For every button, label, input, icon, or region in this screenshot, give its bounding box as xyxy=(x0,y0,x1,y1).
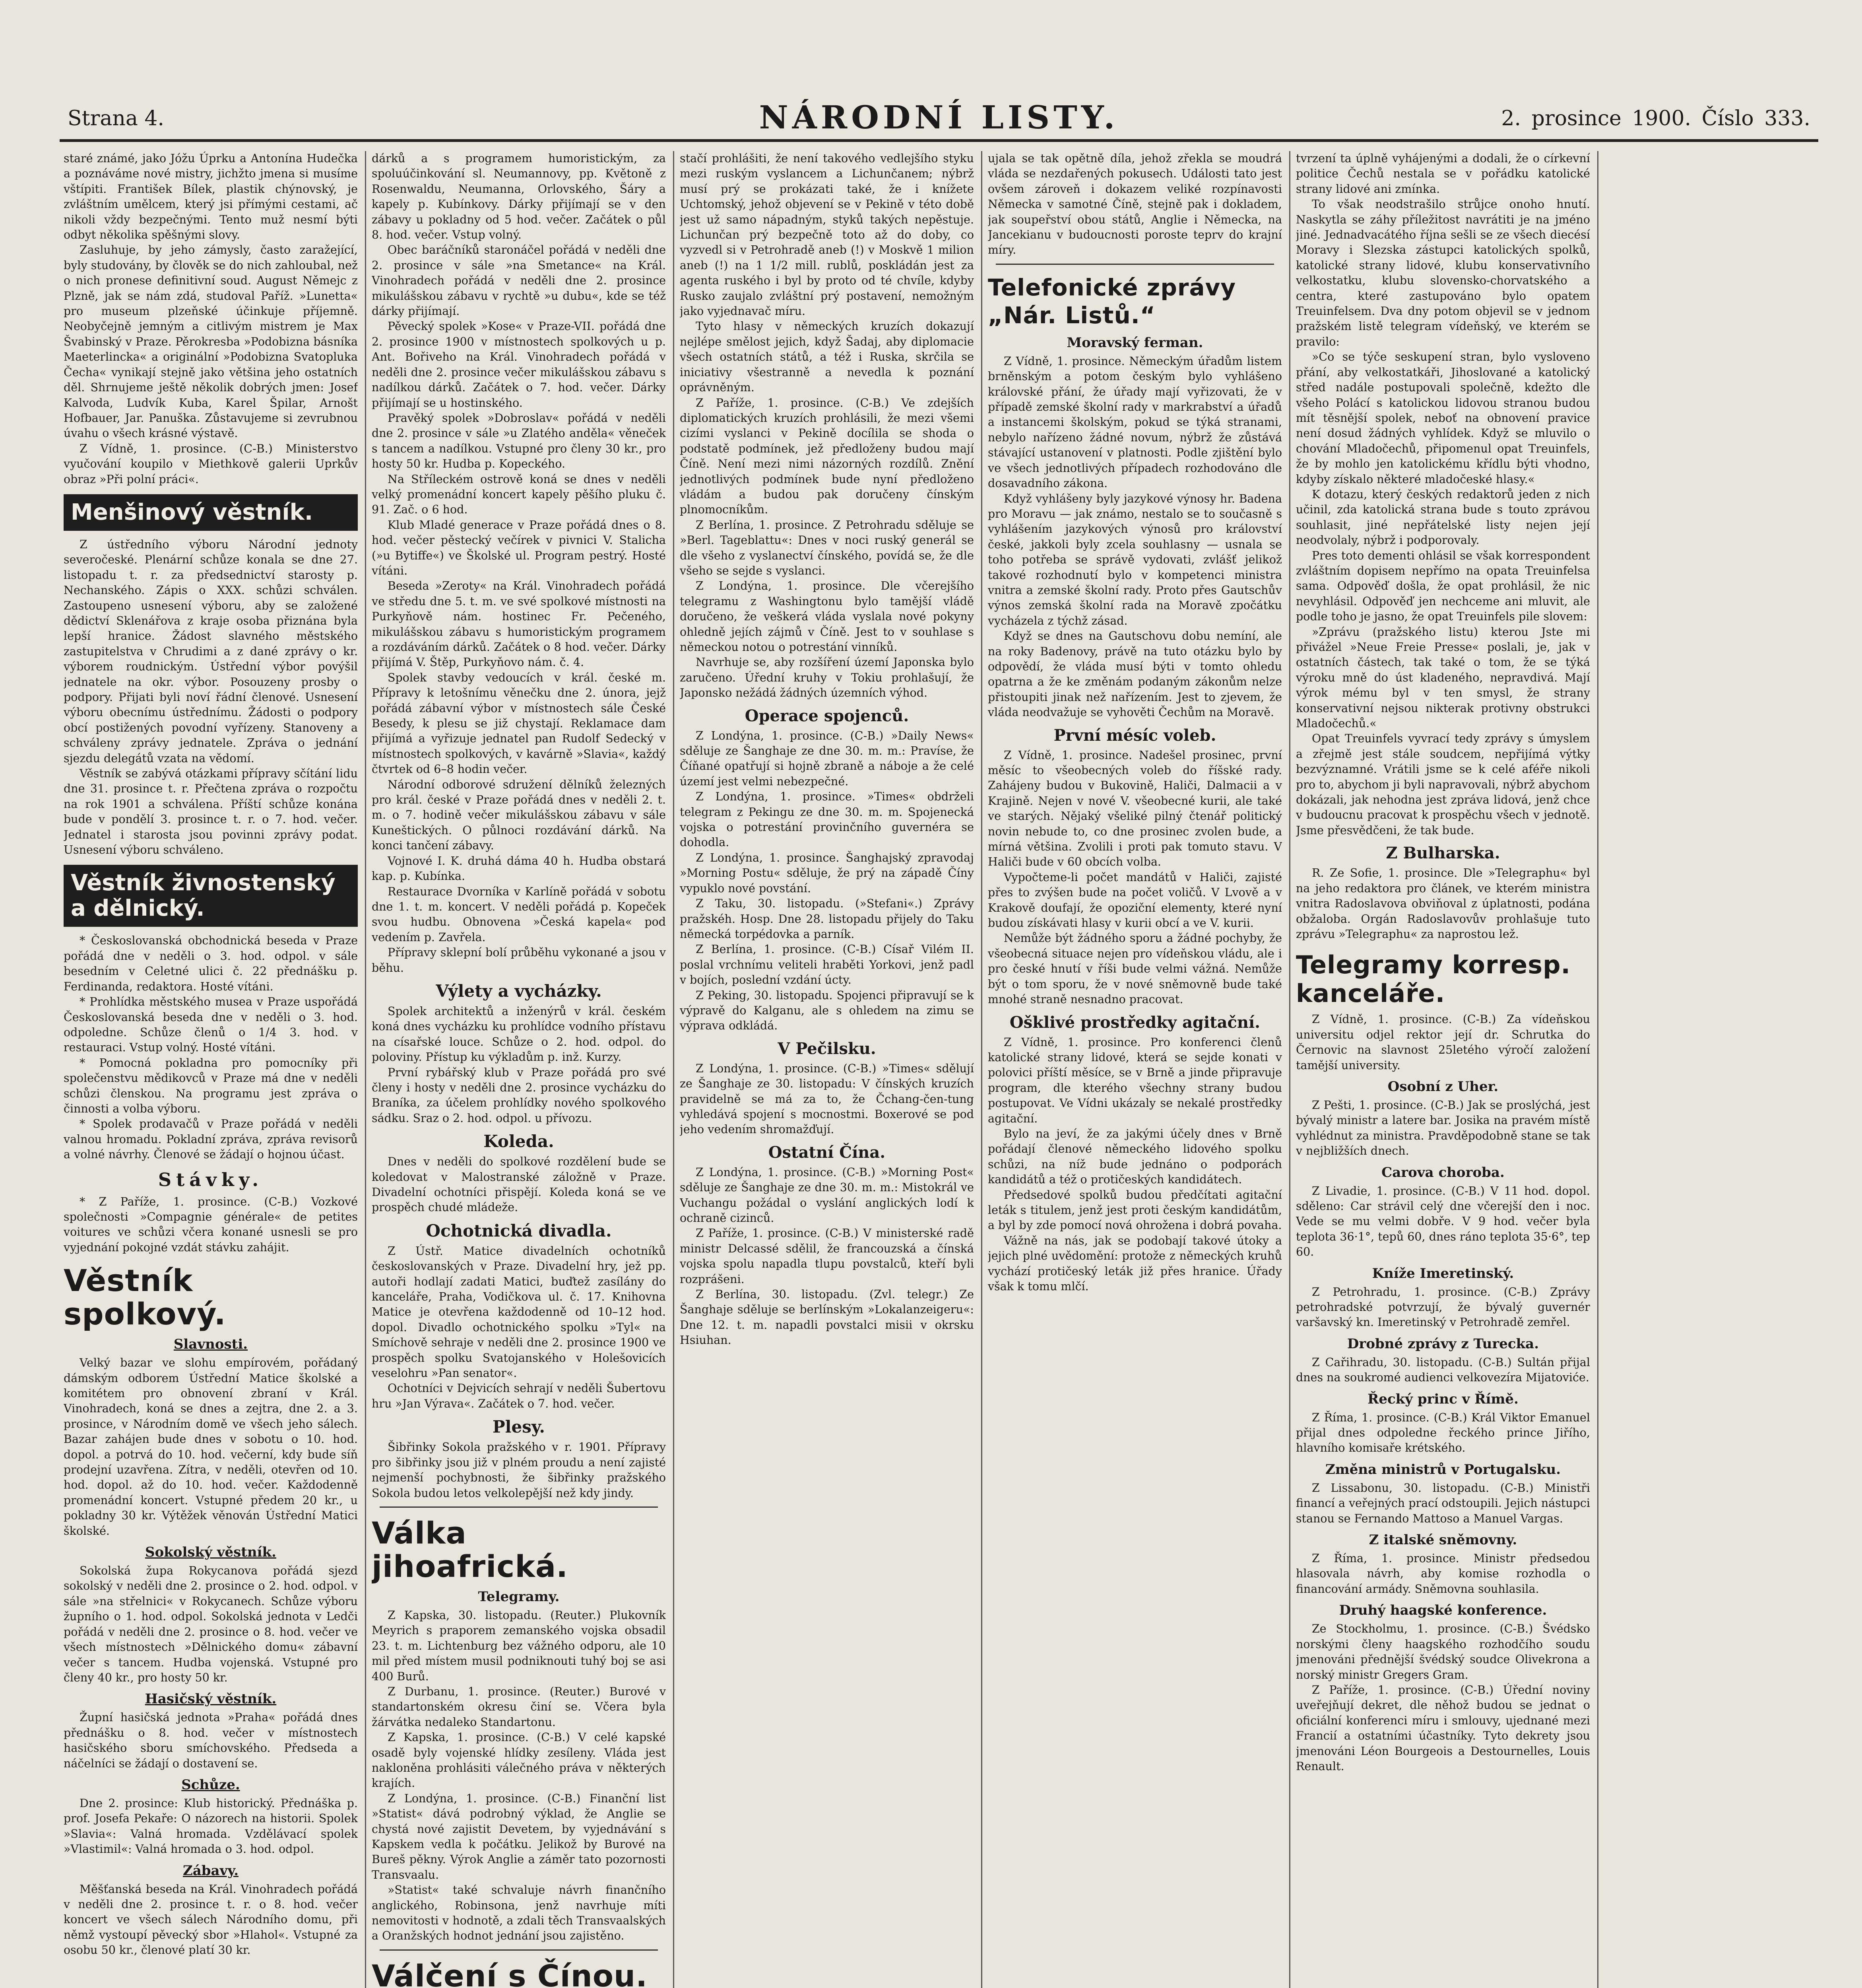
article-text: Z Cařihradu, 30. listopadu. (C-B.) Sultán přijal dnes na soukromé audienci velkovezíra Mijatoviće. xyxy=(1296,1355,1590,1384)
article-text: Vypočteme-li počet mandátů v Haliči, zajisté přes to zvýšen bude na počet voličů. V Lvově a v Krakově doufají, že opoziční elementy, které nyní budou získávati hlasy v kurii obcí a ve V. kurii. xyxy=(988,870,1282,930)
subsection-heading: Osobní z Uher. xyxy=(1387,1078,1499,1095)
section-heading: Koleda. xyxy=(483,1132,554,1151)
article-text: Z Vídně, 1. prosince. Pro konferenci členů katolické strany lidové, která se sejde konati v polovici příští měsíce, se v Brně a jinde připravuje program, dle kterého všechny strany budou postupovat. Ve Vídni ukázaly se nekalé prostředky agitační. xyxy=(988,1035,1282,1125)
subsection-heading: Změna ministrů v Portugalsku. xyxy=(1325,1461,1561,1477)
divider xyxy=(380,1507,658,1508)
section-heading: Válčení s Čínou. xyxy=(372,1958,648,1988)
subsection-heading: Řecký princ v Římě. xyxy=(1367,1391,1519,1407)
column-1 xyxy=(64,151,358,1988)
article-text: »Co se týče seskupení stran, bylo vysloveno přání, aby velkostatkáři, Jihoslované a katolický střed nadále postupovali společně, kdežto dle všeho Polácí s katolickou lidovou stranou budou mít těsnější spolek, neboť na obnovení pravice není dosud žádných vyhlídek. Když se mluvilo o chování Mladočechů, připomenul opat Treuinfels, že by mohlo jen katolickému křídlu býti vhodno, kdyby získalo některé mladočeské hlasy.« xyxy=(1296,350,1590,486)
column-rule xyxy=(981,151,982,1988)
article-text: Dne 2. prosince: Klub historický. Přednáška p. prof. Josefa Pekaře: O názorech na historii. Spolek »Slavia«: Valná hromada. Vzdělávací spolek »Vlastimil«: Valná hromada o 3. hod. odpol. xyxy=(64,1796,358,1856)
article-text: Z Livadie, 1. prosince. (C-B.) V 11 hod. dopol. sděleno: Car strávil celý dne včerejší den i noc. Vede se mu velmi dobře. V 9 hod. večer byla teplota 36·1°, tepů 60, dnes ráno teplota 35·6°, tep 60. xyxy=(1296,1184,1590,1259)
article-text: staré známé, jako Jóžu Úprku a Antonína Hudečka a poznáváme nové mistry, jichžto jmena si musíme vštípiti. František Bílek, plastik chýnovský, je zvláštním umělcem, který jsi přímými cestami, ač nikoli vždy bezpečnými. Tento muž nesmí býti odbyt několika spěšnými slovy. xyxy=(64,152,358,242)
section-heading: Operace spojenců. xyxy=(745,706,909,725)
article-text: Z Berlína, 1. prosince. (C-B.) Císař Vilém II. poslal vrchnímu veliteli hraběti Yorkovi, jenž padl v bojích, poslední vzdání úcty. xyxy=(680,943,974,987)
article-text: Vojnové I. K. druhá dáma 40 h. Hudba obstará kap. p. Kubínka. xyxy=(372,854,666,883)
column-2 xyxy=(372,151,666,1988)
section-heading: Z Bulharska. xyxy=(1386,844,1500,863)
section-heading: Telefonické zprávy „Nár. Listů.“ xyxy=(988,274,1236,329)
column-3 xyxy=(680,151,974,1988)
article-text: Z Londýna, 1. prosince. (C-B.) »Morning Post« sděluje ze Šanghaje ze dne 30. m. m.: Mistokrál ve Vuchangu požádal o vyslání anglických lodí k ochraně cizinců. xyxy=(680,1165,974,1225)
article-text: Pěvecký spolek »Kose« v Praze-VII. pořádá dne 2. prosince 1900 v místnostech spolkových u p. Ant. Bořiveho na Král. Vinohradech pořádá v neděli dne 2. prosince večer mikulášskou zábavu s nadílkou dárků. Začátek o 7. hod. večer. Dárky přijímají se u hostinského. xyxy=(372,320,666,410)
article-text: stačí prohlášiti, že není takového vedlejšího styku mezi ruským vyslancem a Lichunčanem; nýbrž musí prý se prokázati také, že i knížete Uchtomský, jehož objevení se v Pekině v této době jest už samo nápadným, styků takých nepěstuje. Lichunčan prý bezpečně toto až do doby, co vyzvedl si v Petrohradě aneb (!) v Moskvě 1 milion aneb (!) na 1 1/2 mill. rublů, poskládán jest za agenta ruského i byl by proto od té chvíle, kdyby Rusko zaujalo zvláštní prý postavení, nemožným jako vyjednavač míru. xyxy=(680,152,974,318)
article-text: Obec baráčníků staronáčel pořádá v neděli dne 2. prosince v sále »na Smetance« na Král. Vinohradech pořádá v neděli dne 2. prosince mikulášskou zábavu v rychtě »u dubu«, kde se též dárky přijímají. xyxy=(372,243,666,318)
section-heading: Ošklivé prostředky agitační. xyxy=(1009,1013,1261,1032)
masthead xyxy=(60,95,1818,142)
column-rule xyxy=(1597,151,1598,1988)
article-text: Z Říma, 1. prosince. Ministr předsedou hlasovala návrh, aby komise rozhodla o financování armády. Sněmovna souhlasila. xyxy=(1296,1552,1590,1596)
subsection-heading: Schůze. xyxy=(181,1776,240,1793)
issue-date: 2. prosince 1900. Číslo 333. xyxy=(1501,107,1810,130)
article-text: Spolek architektů a inženýrů v král. českém koná dnes vycházku ku prohlídce vodního přístavu na císařské louce. Schůze o 2. hod. odpol. do poloviny. Přístup ku výkladům p. inž. Kurzy. xyxy=(372,1004,666,1064)
article-text: Měšťanská beseda na Král. Vinohradech pořádá v neděli dne 2. prosince t. r. o 8. hod. večer koncert ve všech sálech Národního domu, při němž vystoupí pěvecký sbor »Hlahol«. Vstupné za osobu 50 kr., členové platí 30 kr. xyxy=(64,1882,358,1957)
column-rule xyxy=(365,151,366,1988)
column-4 xyxy=(988,151,1282,1988)
divider xyxy=(996,264,1274,265)
subsection-heading: Kníže Imeretinský. xyxy=(1372,1265,1514,1281)
article-text: Předsedové spolků budou předčítati agitační leták s titulem, jenž jest proti českým kandidátům, a byl by zde pomocí nová ohrožena i dobrá povaha. xyxy=(988,1188,1282,1232)
article-text: Z Říma, 1. prosince. (C-B.) Král Viktor Emanuel přijal dnes odpoledne řeckého prince Jiřího, hlavního komisaře krétského. xyxy=(1296,1411,1590,1455)
subsection-heading: Moravský ferman. xyxy=(1067,334,1203,351)
article-text: Z Londýna, 1. prosince. Dle včerejšího telegramu z Washingtonu bylo tamější vládě doručeno, že veškerá vláda vyslala nové pokyny ohledně jejích zájmů v Číně. Jest to v souhlase s německou notou o potrestání vinníků. xyxy=(680,579,974,654)
subsection-heading: Slavnosti. xyxy=(173,1336,248,1353)
article-text: Z Vídně, 1. prosince. (C-B.) Za vídeňskou universitu odjel rektor její dr. Schrutka do Černovic na slavnost 25letého výročí založení tamější university. xyxy=(1296,1013,1590,1072)
subsection-heading: Hasičský věstník. xyxy=(145,1691,277,1707)
article-text: Z Taku, 30. listopadu. (»Stefani«.) Zprávy pražskéh. Hosp. Dne 28. listopadu přijely do Taku německá torpédovka a parník. xyxy=(680,897,974,941)
article-text: Ochotníci v Dejvicích sehrají v neděli Šubertovu hru »Jan Výrava«. Začátek o 7. hod. večer. xyxy=(372,1382,666,1410)
section-heading: Válka jihoafrická. xyxy=(372,1515,568,1584)
section-heading: Věstník živnostenský a dělnický. xyxy=(64,865,358,927)
article-text: Z Vídně, 1. prosince. Nadešel prosinec, první měsíc to všeobecných voleb do říšské rady. Zahájeny budou v Bukovině, Haliči, Dalmacii a v Krajině. Nejen v nové V. všeobecné kurii, ale také ve starých. Nějaký všeliké pilný čtenář politický novin nebude to, co dne prosinec zvolen bude, a mírná většina. Zvolili i proti pak tomuto stavu. V Haliči bude v 60 obcích volba. xyxy=(988,748,1282,869)
article-text: Z Peking, 30. listopadu. Spojenci připravují se k výpravě do Kalganu, ale s ohledem na zimu se výprava odkládá. xyxy=(680,988,974,1033)
section-heading: První mésíc voleb. xyxy=(1053,726,1216,745)
article-text: Pres toto dementi ohlásil se však korrespondent zvláštním dopisem nepřímo na opata Treuinfelsa sama. Odpověď došla, že opat prohlásil, že nic nevyhlásil. Odpověď jen nechceme ani mluvit, ale podle toho je jasno, že opat Treuinfels pile slovem: xyxy=(1296,549,1590,623)
article-text: Z Kapska, 1. prosince. (C-B.) V celé kapské osadě byly vojenské hlídky zesíleny. Vláda jest nakloněna prohlásiti válečného práva v některých krajích. xyxy=(372,1731,666,1790)
article-text: Z Kapska, 30. listopadu. (Reuter.) Plukovník Meyrich s praporem zemanského vojska obsadil 23. t. m. Lichtenburg bez vážného odporu, ale 10 mil před místem musil podniknouti tuhý boj se asi 400 Burů. xyxy=(372,1608,666,1683)
article-text: ujala se tak opětně díla, jehož zřekla se moudrá vláda se nezdařených pokusech. Události tato jest ovšem zároveň i dokazem veliké rozpínavosti Německa v samotné Číně, stejně pak i dokladem, jak soupeřství obou států, Anglie i Německa, na Jancekianu v budoucnosti poroste teprv do krajní míry. xyxy=(988,152,1282,257)
article-text: Z Berlína, 30. listopadu. (Zvl. telegr.) Ze Šanghaje sděluje se berlínským »Lokalanzeigeru«: Dne 12. t. m. napadli povstalci misii v okrsku Hsiuhan. xyxy=(680,1288,974,1347)
article-text: Věstník se zabývá otázkami přípravy sčítání lidu dne 31. prosince t. r. Přečtena zpráva o rozpočtu na rok 1901 a schválena. Příští schůze konána bude v pondělí 3. prosince t. r. o 7. hod. večer. Jednatel i starosta jsou povinni zprávy podat. Usnesení výboru schváleno. xyxy=(64,767,358,857)
article-text: Z Petrohradu, 1. prosince. (C-B.) Zprávy petrohradské potvrzují, že bývalý guvernér varšavský kn. Imeretinský v Petrohradě zemřel. xyxy=(1296,1285,1590,1329)
article-text: Z Londýna, 1. prosince. Šanghajský zpravodaj »Morning Postu« sděluje, že prý na západě Číny vypuklo nové povstání. xyxy=(680,851,974,895)
article-text: Dnes v neděli do spolkové rozdělení bude se koledovat v Malostranské záložně v Praze. Divadelní ochotníci přispějí. Koleda koná se ve prospěch chudé mládeže. xyxy=(372,1155,666,1214)
article-text: Národní odborové sdružení dělníků železných pro král. české v Praze pořádá dnes v neděli 2. t. m. o 7. hodině večer mikulášskou zábavu v sále Kuneštických. O půlnoci rozdávání dárků. Na konci tančení zábavy. xyxy=(372,778,666,852)
section-heading: Plesy. xyxy=(492,1417,545,1437)
article-text: * Českoslovanská obchodnická beseda v Praze pořádá dne v neděli o 3. hod. odpol. v sále besedním v Celetné ulici č. 22 přednášku p. Ferdinanda, redaktora. Hosté vítáni. xyxy=(64,934,358,993)
article-text: tvrzení ta úplně vyhájenými a dodali, že o církevní politice Čechů nestala se v pořádku katolické strany lidové ani zmínka. xyxy=(1296,152,1590,196)
subsection-heading: Drobné zprávy z Turecka. xyxy=(1347,1336,1539,1352)
subsection-heading: Sokolský věstník. xyxy=(145,1544,276,1561)
section-heading: Ochotnická divadla. xyxy=(426,1221,612,1241)
article-text: Z Pešti, 1. prosince. (C-B.) Jak se proslýchá, jest bývalý ministr a latere bar. Josika na pravém místě vyhlédnut za ministra. Pravděpodobně stane se tak v nejbližších dnech. xyxy=(1296,1098,1590,1158)
article-text: Z Londýna, 1. prosince. (C-B.) »Times« sdělují ze Šanghaje ze 30. listopadu: V čínských kruzích pravidelně se má za to, že Čchang-čen-tung vyhledává spojení s mocnostmi. Boxerové se pod jeho vedením shromažďují. xyxy=(680,1062,974,1136)
page-number: Strana 4. xyxy=(68,107,165,130)
article-text: Z Ústř. Matice divadelních ochotníků českoslovanských v Praze. Divadelní hry, jež pp. autoři hodlají zadati Matici, buďtež zasílány do kanceláře, Praha, Vodičkova ul. č. 17. Knihovna Matice je otevřena každodenně od 10–12 hod. dopol. Divadlo ochotnického spolku »Tyl« na Smíchově sehraje v neděli dne 2. prosince 1900 ve prospěch spolku Svatojanského v Holešovicích veselohru »Pan senator«. xyxy=(372,1244,666,1380)
article-text: »Zprávu (pražského listu) kterou Jste mi přivážel »Neue Freie Presse« poslali, je, jak v ostatních částech, tak také o tom, že se týká výroku mně do úst kladeného, nepravdivá. Mají výrok mému byl v ten smysl, že strany konservativní nejsou nikterak protivny obstrukci Mladočechů.« xyxy=(1296,625,1590,730)
subsection-heading: Carova choroba. xyxy=(1381,1164,1505,1180)
article-text: Z Vídně, 1. prosince. (C-B.) Ministerstvo vyučování koupilo v Miethkově galerii Uprkův obraz »Při polní práci«. xyxy=(64,442,358,486)
article-text: Zasluhuje, by jeho zámysly, často zaražející, byly studovány, by člověk se do nich zahloubal, než o nich pronese definitivní soud. August Němejc z Plzně, jak se nám zdá, studoval Paříž. »Lunetta« pro museum plzeňské účinkuje příjemně. Neobyčejně jemným a citlivým mistrem je Max Švabinský v Praze. Pěrokresba »Podobizna básníka Maeterlincka« a originální »Podobizna Svatopluka Čecha« vynikají stejně jako většina jeho ostatních děl. Shrnujeme ještě několik dobrých jmen: Josef Kalvoda, Ludvík Kuba, Karel Špilar, Arnošt Hofbauer, Jar. Panuška. Zůstavujeme si zevrubnou úvahu o všech krásné výstavě. xyxy=(64,243,358,440)
article-text: Ze Stockholmu, 1. prosince. (C-B.) Švédsko norskými členy haagského rozhodčího soudu jmenováni přednější švédský soudce Olivekrona a norský ministr Gregers Gram. xyxy=(1296,1622,1590,1681)
article-text: Z Londýna, 1. prosince. (C-B.) Finanční list »Statist« dává podrobný výklad, že Anglie se chystá nové zajistit Devetem, by vyjednávání s Kapskem vedla k počátku. Jelikož by Burové na Bureš pěkny. Výrok Anglie a záměr tato pozornosti Transvaalu. xyxy=(372,1792,666,1881)
article-text: Vážně na nás, jak se podobají takové útoky a jejich plné uvědomění: protože z německých kruhů vychází protičeský leták již přes hranice. Úřady však k tomu mlčí. xyxy=(988,1234,1282,1293)
article-text: Z Paříže, 1. prosince. (C-B.) Úřední noviny uveřejňují dekret, dle něhož budou se jednat o oficiální konferenci míru i smlouvy, ujednané mezi Francií a ostatními účastníky. Tyto dekrety jsou jmenováni Léon Bourgeois a Destournelles, Louis Renault. xyxy=(1296,1683,1590,1773)
article-text: Klub Mladé generace v Praze pořádá dnes o 8. hod. večer pěstecký večírek v pivnici V. Stalicha (»u Bytiffe«) ve Školské ul. Program pestrý. Hosté vítáni. xyxy=(372,518,666,577)
column-rule xyxy=(673,151,674,1988)
article-text: Z Paříže, 1. prosince. (C-B.) V ministerské radě ministr Delcassé sdělil, že francouzská a čínská vojska spolu napadla tlupu povstalců, kteří byli rozprášeni. xyxy=(680,1227,974,1286)
article-text: Když vyhlášeny byly jazykové výnosy hr. Badena pro Moravu — jak známo, nestalo se to současně s vyhlášením jazykových výnosů pro království české, jakkoli byly zcela souhlasny — usnala se toho potřeba se správě vydovati, zvlášť jelikož takové rozhodnutí bylo v kompetenci ministra vnitra a zemské školní rady. Proto přes Gautschův výnos zemská školní rada na Moravě zpočátku vycházela z týchž zásad. xyxy=(988,492,1282,627)
article-text: Opat Treuinfels vyvrací tedy zprávy s úmyslem a zřejmě jest stále soudcem, nepřijímá výtky bezvýznamné. Vrátili jsme se k celé aféře nikoli pro to, abychom ji byli napravovali, nýbrž abychom dokázali, jak nehodna jest zpráva lidová, jenž chce v budoucnu pracovat k prospěchu všech v jednotě. Jsme přesvědčeni, že tak bude. xyxy=(1296,732,1590,837)
divider xyxy=(380,1949,658,1951)
column-5 xyxy=(1296,151,1590,1988)
section-heading: Ostatní Čína. xyxy=(768,1143,886,1162)
article-text: Velký bazar ve slohu empírovém, pořádaný dámským odborem Ústřední Matice školské a komitétem pro obnovení zbraní v Král. Vinohradech, koná se dnes a zejtra, dne 2. a 3. prosince, v Národním domě ve všech jeho sálech. Bazar zahájen bude dnes v sobotu o 10. hod. dopol. a potrvá do 10. hod. večerní, kdy bude síň prodejní uzavřena. Zítra, v neděli, otevřen od 10. hod. dopol. až do 10. hod. večer. Každodenně promenádní koncert. Vstupné předem 20 kr., u pokladny 30 kr. Výtěžek věnován Ústřední Matici školské. xyxy=(64,1356,358,1538)
article-text: Z Vídně, 1. prosince. Německým úřadům listem brněnským a potom českým bylo vyhlášeno královské přání, že úřady mají vyřizovati, že v případě zemské školní rady v markrabství a úřadů a instancemi školským, pokud se týká stranami, nebylo nařízeno žádné novum, nýbrž že zůstává stávající ustanovení v platnosti. Podle zjištění bylo ve všech jednotlivých případech rozhodováno dle dosavadního zákona. xyxy=(988,354,1282,490)
section-heading: V Pečilsku. xyxy=(778,1039,876,1058)
article-text: Když se dnes na Gautschovu dobu nemíní, ale na roky Badenovy, právě na tuto otázku bylo by odpovědí, že vláda musí býti v tomto ohledu opatrna a že ke změnám podaným zákonům nelze přistoupiti jinak než nařízením. Jest to zjevem, že vláda neodvažuje se vyhověti Čechům na Moravě. xyxy=(988,629,1282,719)
article-text: * Spolek prodavačů v Praze pořádá v neděli valnou hromadu. Pokladní zpráva, zpráva revisorů a volné návrhy. Členové se žádají o hojnou účast. xyxy=(64,1117,358,1161)
article-text: R. Ze Sofie, 1. prosince. Dle »Telegraphu« byl na jeho redaktora pro článek, ve kterém ministra vnitra Radoslavova obviňoval z úplatnosti, podána obžaloba. Orgán Radoslavovův prohlašuje tuto zprávu »Telegraphu« za naprostou lež. xyxy=(1296,866,1590,941)
newspaper-title: NÁRODNÍ LISTY. xyxy=(759,99,1119,136)
article-text: Z ústředního výboru Národní jednoty severočeské. Plenární schůze konala se dne 27. listopadu t. r. za předsednictví starosty p. Nechanského. Zápis o XXX. schůzi schválen. Zastoupeno usnesení výboru, aby se založené dědictví Sklenářova z kraje osoba přiznána byla lepší hranice. Žádost slavného městského zastupitelstva v Chrudimi a z dané zprávy o kr. výborem roudnickým. Ústřední výbor povýšil jednatele na okr. výbor. Posouzeny prosby o podpory. Přijati byli noví řádní členové. Usnesení výboru obecnímu ústřednímu. Žádosti o podpory obcí postižených povodní vyřízeny. Stanoveny a schváleny zprávy jednatele. Zpráva o jednání sjezdu delegátů vzata na vědomí. xyxy=(64,538,358,765)
subsection-heading: Z italské sněmovny. xyxy=(1369,1532,1517,1548)
article-text: dárků a s programem humoristickým, za spoluúčinkování sl. Neumannovy, pp. Květoně z Rosenwaldu, Neumanna, Orlovského, Šáry a kapely p. Kubínkovy. Dárky přijímají se v den zábavy u pokladny od 5 hod. večer. Začátek o půl 8. hod. večer. Vstup volný. xyxy=(372,152,666,242)
article-text: Z Londýna, 1. prosince. »Times« obdrželi telegram z Pekingu ze dne 30. m. m. Spojenecká vojska o potrestání provinčního guvernéra se dohodla. xyxy=(680,790,974,849)
page-edge-column xyxy=(1604,151,1827,1988)
section-heading: Menšinový věstník. xyxy=(64,494,358,531)
article-text: * Z Paříže, 1. prosince. (C-B.) Vozkové společnosti »Compagnie générale« de petites voitures ve schůzi včera konané usnesli se pro vyjednání pokojné vzdát stávku zahájit. xyxy=(64,1195,358,1254)
section-heading: Výlety a vycházky. xyxy=(436,981,602,1001)
article-text: Z Durbanu, 1. prosince. (Reuter.) Burové v standartonském okresu činí se. Včera byla žárvátka nedaleko Standartonu. xyxy=(372,1685,666,1729)
section-heading: Telegramy korresp. kanceláře. xyxy=(1296,950,1571,1008)
article-text: »Statist« také schvaluje návrh finančního anglického, Robinsona, jenž navrhuje míti nemovitosti v hodnotě, a zdali těch Transvaalských a Oranžských hodnot jednání jsou zajistěno. xyxy=(372,1883,666,1943)
article-text: Šibřinky Sokola pražského v r. 1901. Přípravy pro šibřinky jsou již v plném proudu a není zajisté nejmenší pochybnosti, že šibřinky pražského Sokola budou letos velkolepější než kdy jindy. xyxy=(372,1441,666,1500)
subsection-heading: Zábavy. xyxy=(182,1862,239,1879)
article-text: To však neodstrašilo strůjce onoho hnutí. Naskytla se záhy příležitost navrátiti je na jméno jiné. Jednadvacátého října sešli se ze všech diecésí Moravy i Slezska zástupci katolických spolků, katolické strany lidové, klubu konservativního velkostatku, klubu slovensko-chorvatského a centra, které zastupováno bylo opatem Treuinfelsem. Dva dny potom objevil se v jednom pražském listě telegram vídeňský, ve kterém se pravilo: xyxy=(1296,198,1590,348)
article-text: Restaurace Dvorníka v Karlíně pořádá v sobotu dne 1. t. m. koncert. V neděli pořádá p. Kopeček svou hudbu. Obnovena »Česká kapela« pod vedením p. Zavřela. xyxy=(372,885,666,944)
subsection-heading: Druhý haagské konference. xyxy=(1339,1602,1547,1619)
article-text: Z Berlína, 1. prosince. Z Petrohradu sděluje se »Berl. Tageblattu«: Dnes v noci ruský generál se dle všeho z vyslanectví čínského, povídá se, že dle všeho se sejde s vyslanci. xyxy=(680,518,974,577)
article-text: Bylo na jeví, že za jakými účely dnes v Brně pořádají členové německého lidového spolku schůzi, na níž bude jednáno o podporách kandidátů a též o protičeských kandidátech. xyxy=(988,1127,1282,1186)
article-text: Tyto hlasy v německých kruzích dokazují nejlépe smělost jejich, když Šadaj, aby diplomacie všech ostatních států, a též i Ruska, skrčila se iniciativy všestranně a nevedla k poznání oprávněným. xyxy=(680,320,974,394)
article-text: K dotazu, který českých redaktorů jeden z nich učinil, zda katolická strana bude s touto zprávou souhlasit, jiné nepřátelské listy nejen její neodvolaly, nýbrž i podporovaly. xyxy=(1296,487,1590,547)
article-text: Pravěký spolek »Dobroslav« pořádá v neděli dne 2. prosince v sále »u Zlatého anděla« věneček s tancem a nadílkou. Vstupné pro členy 30 kr., pro hosty 50 kr. Hudba p. Kopeckého. xyxy=(372,411,666,471)
article-text: Přípravy sklepní bolí průběhu vykonané a jsou v běhu. xyxy=(372,946,666,975)
article-text: Z Paříže, 1. prosince. (C-B.) Ve zdejších diplomatických kruzích prohlásili, že mezi všemi cizími vyslanci v Pekině docílila se shoda o podstatě podmínek, jež předloženy budou mají Číně. Není mezi nimi názorných rozdílů. Znění jednotlivých podmínek bude nyní předloženo vládám a budou pak doručeny čínským plnomocníkům. xyxy=(680,396,974,516)
article-text: Na Stříleckém ostrově koná se dnes v neděli velký promenádní koncert kapely pěšího pluku č. 91. Zač. o 6 hod. xyxy=(372,472,666,516)
article-text: Spolek stavby vedoucích v král. české m. Přípravy k letošnímu věnečku dne 2. února, jejž pořádá zábavní výbor v místnostech sále České Besedy, k plesu se již chystají. Reklamace dam přijímá a vyřizuje jednatel pan Rudolf Sedecký v místnostech spolkových, v kavárně »Slavia«, každý čtvrtek od 6–8 hodin večer. xyxy=(372,671,666,776)
article-text: Z Lissabonu, 30. listopadu. (C-B.) Ministři financí a veřejných prací odstoupili. Jejich nástupci stanou se Fernando Mattoso a Manuel Vargas. xyxy=(1296,1481,1590,1525)
article-text: Nemůže být žádného sporu a žádné pochyby, že všeobecná situace nejen pro vídeňskou vládu, ale i pro české hnutí v říši bude velmi vážná. Nemůže být o tom sporu, že v nové sněmovně bude také mnohé straně nesnadno pracovat. xyxy=(988,932,1282,1006)
subsection-heading: Telegramy. xyxy=(478,1588,560,1605)
article-text: Župní hasičská jednota »Praha« pořádá dnes přednášku o 8. hod. večer v místnostech hasičského sboru smíchovského. Předseda a náčelníci se žádají o dostavení se. xyxy=(64,1711,358,1770)
article-text: Navrhuje se, aby rozšíření území Japonska bylo zaručeno. Úřední kruhy v Tokiu prohlašují, že Japonsko nežádá žádných územních výhod. xyxy=(680,656,974,700)
article-text: * Prohlídka městského musea v Praze uspořádá Českoslovanská beseda dne v neděli o 3. hod. odpoledne. Schůze členů o 1/4 3. hod. v restauraci. Vstup volný. Hosté vítáni. xyxy=(64,995,358,1054)
article-text: Z Londýna, 1. prosince. (C-B.) »Daily News« sděluje ze Šanghaje ze dne 30. m. m.: Pravíse, že Číňané opatřují si hojně zbraně a náboje a že celé území jest velmi nebezpečné. xyxy=(680,729,974,788)
article-text: Beseda »Zeroty« na Král. Vinohradech pořádá ve středu dne 5. t. m. ve své spolkové místnosti na Purkyňově nám. hostinec Fr. Pečeného, mikulášskou zábavu s humoristickým programem a rozdáváním dárků. Začátek o 8 hod. večer. Dárky přijímá V. Štěp, Purkyňovo nám. č. 4. xyxy=(372,579,666,669)
column-rule xyxy=(1289,151,1290,1988)
section-heading: Věstník spolkový. xyxy=(64,1263,226,1332)
article-text: * Pomocná pokladna pro pomocníky při společenstvu mědikovců v Praze má dne v neděli schůzi členskou. Na programu jest zpráva o činnosti a volba výboru. xyxy=(64,1056,358,1115)
subsection-heading: Stávky. xyxy=(158,1169,264,1190)
article-text: Sokolská župa Rokycanova pořádá sjezd sokolský v neděli dne 2. prosince o 2. hod. odpol. v sále »na střelnici« v Rokycanech. Schůze výboru župního o 1. hod. odpol. Sokolská jednota v Ledči pořádá v neděli dne 2. prosince o 8. hod. večer ve všech místnostech »Dělnického domu« zábavní večer s tancem. Hudba vojenská. Vstupné pro členy 40 kr., pro hosty 50 kr. xyxy=(64,1564,358,1684)
article-text: První rybářský klub v Praze pořádá pro své členy i hosty v neděli dne 2. prosince vycházku do Braníka, za účelem prohlídky nového spolkového sádku. Sraz o 2. hod. odpol. u přívozu. xyxy=(372,1066,666,1125)
